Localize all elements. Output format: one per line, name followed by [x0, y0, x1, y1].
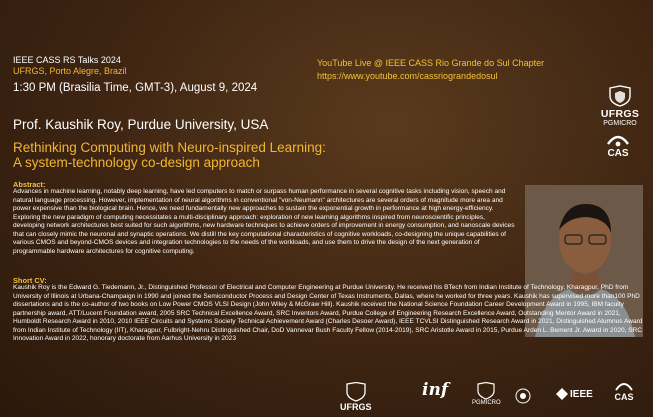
talk-title-line2: A system-technology co-design approach: [13, 155, 260, 170]
talk-title: [13, 140, 326, 170]
ufrgs-pgmicro-logo: [593, 85, 647, 127]
footer-cas-wordmark: CAS: [614, 392, 634, 402]
talk-title-line1: Rethinking Computing with Neuro-inspired Learning:: [13, 140, 326, 155]
footer-inf-wordmark: inf: [422, 380, 449, 400]
footer-ufrgs-emblem-icon: [344, 382, 368, 402]
cas-wordmark: CAS: [607, 148, 629, 159]
footer-ieee-logo: [556, 388, 593, 400]
cv-text: Kaushik Roy is the Edward G. Tiedemann, Jr., Distinguished Professor of Electrical and Computer Engineering at Purdue University. He received his BTech from Indian Institute of Technology, Kharagpur, PhD from University of Illinois at Urbana-Champaign in 1990 and joined the Semiconductor Process and Design Center of Texas Instruments, Dallas, where he worked for three years. Kaushik has supervised more than100 PhD dissertations and is the co-author of two books on Low Power CMOS VLSI Design (John Wiley & McGraw Hill). Kaushik received the National Science Foundation Career Development Award in 1995, IBM faculty partnership award, ATT/Lucent Foundation award, 2005 SRC Technical Excellence Award, SRC Inventors Award, Purdue College of Engineering Research Excellence Award, Outstanding Mentor Award in 2021, Humboldt Research Award in 2010, 2010 IEEE Circuits and Systems Society Technical Achievement Award (Charles Desoer Award), IEEE TCVLSI Distinguished Research Award in 2021, Distinguished Alumnus Award from Indian Institute of Technology (IIT), Kharagpur, Fulbright-Nehru Distinguished Chair, DoD Vannevar Bush Faculty Fellow (2014-2019), SRC Aristotle Award in 2015, Purdue Arden L. Bement Jr. Award in 2020, SRC Innovation Award in 2022, honorary doctorate from Aarhus University in 2023: [13, 284, 643, 343]
abstract-text: Advances in machine learning, notably deep learning, have led computers to match or surpass human performance in several cognitive tasks including vision, speech and natural language processing. However, implementation of neural algorithms in conventional "von-Neumann" architectures are several orders of magnitude more area and power expensive than the biological brain. Hence, we need fundamentally new approaches to sustain the exponential growth in performance at high energy-efficiency. Exploring the new paradigm of computing necessitates a multi-disciplinary approach: exploration of new learning algorithms inspired from neuroscientific principles, developing network architectures best suited for such algorithms, new hardware techniques to achieve orders of improvement in energy consumption, and nanoscale devices that can closely mimic the neuronal and synaptic operations. We distill the key computational characteristics of cognitive workloads, co-designing the unique capabilities of various CMOS and beyond-CMOS devices and integration technologies to the needs of the workloads, and use them to drive the design of the next generation of programmable hardware architectures for cognitive computing.: [13, 188, 515, 255]
event-time: 1:30 PM (Brasilia Time, GMT-3), August 9, 2024: [13, 82, 258, 94]
footer-ufrgs-wordmark: UFRGS: [340, 402, 372, 412]
ufrgs-wordmark: UFRGS: [600, 108, 640, 120]
cas-emblem-icon: [605, 132, 631, 148]
cas-logo: [598, 132, 638, 159]
footer-inf-logo: [422, 380, 448, 400]
footer-ufrgs-logo: [340, 382, 372, 412]
seal-icon: [515, 388, 531, 404]
ieee-diamond-icon: [556, 388, 568, 400]
youtube-url-link[interactable]: https://www.youtube.com/cassriograndedosul: [317, 71, 498, 81]
footer-ieee-wordmark: IEEE: [570, 388, 593, 400]
pgmicro-wordmark: PGMICRO: [603, 120, 637, 127]
footer-seal-logo: [515, 388, 531, 409]
footer-pgmicro-emblem-icon: [475, 382, 497, 400]
speaker-name: Prof. Kaushik Roy, Purdue University, USA: [13, 117, 269, 132]
ufrgs-emblem-icon: [607, 85, 633, 107]
footer-pgmicro-logo: [472, 382, 501, 406]
event-series: IEEE CASS RS Talks 2024: [13, 55, 121, 65]
event-place: UFRGS, Porto Alegre, Brazil: [13, 66, 127, 76]
youtube-live-label: YouTube Live @ IEEE CASS Rio Grande do Sul Chapter: [317, 58, 545, 68]
footer-cas-logo: [614, 380, 634, 402]
cv-heading: Short CV:: [13, 276, 47, 285]
footer-cas-emblem-icon: [614, 380, 634, 392]
abstract-heading: Abstract:: [13, 180, 46, 189]
footer-pgmicro-wordmark: PGMICRO: [472, 400, 501, 406]
